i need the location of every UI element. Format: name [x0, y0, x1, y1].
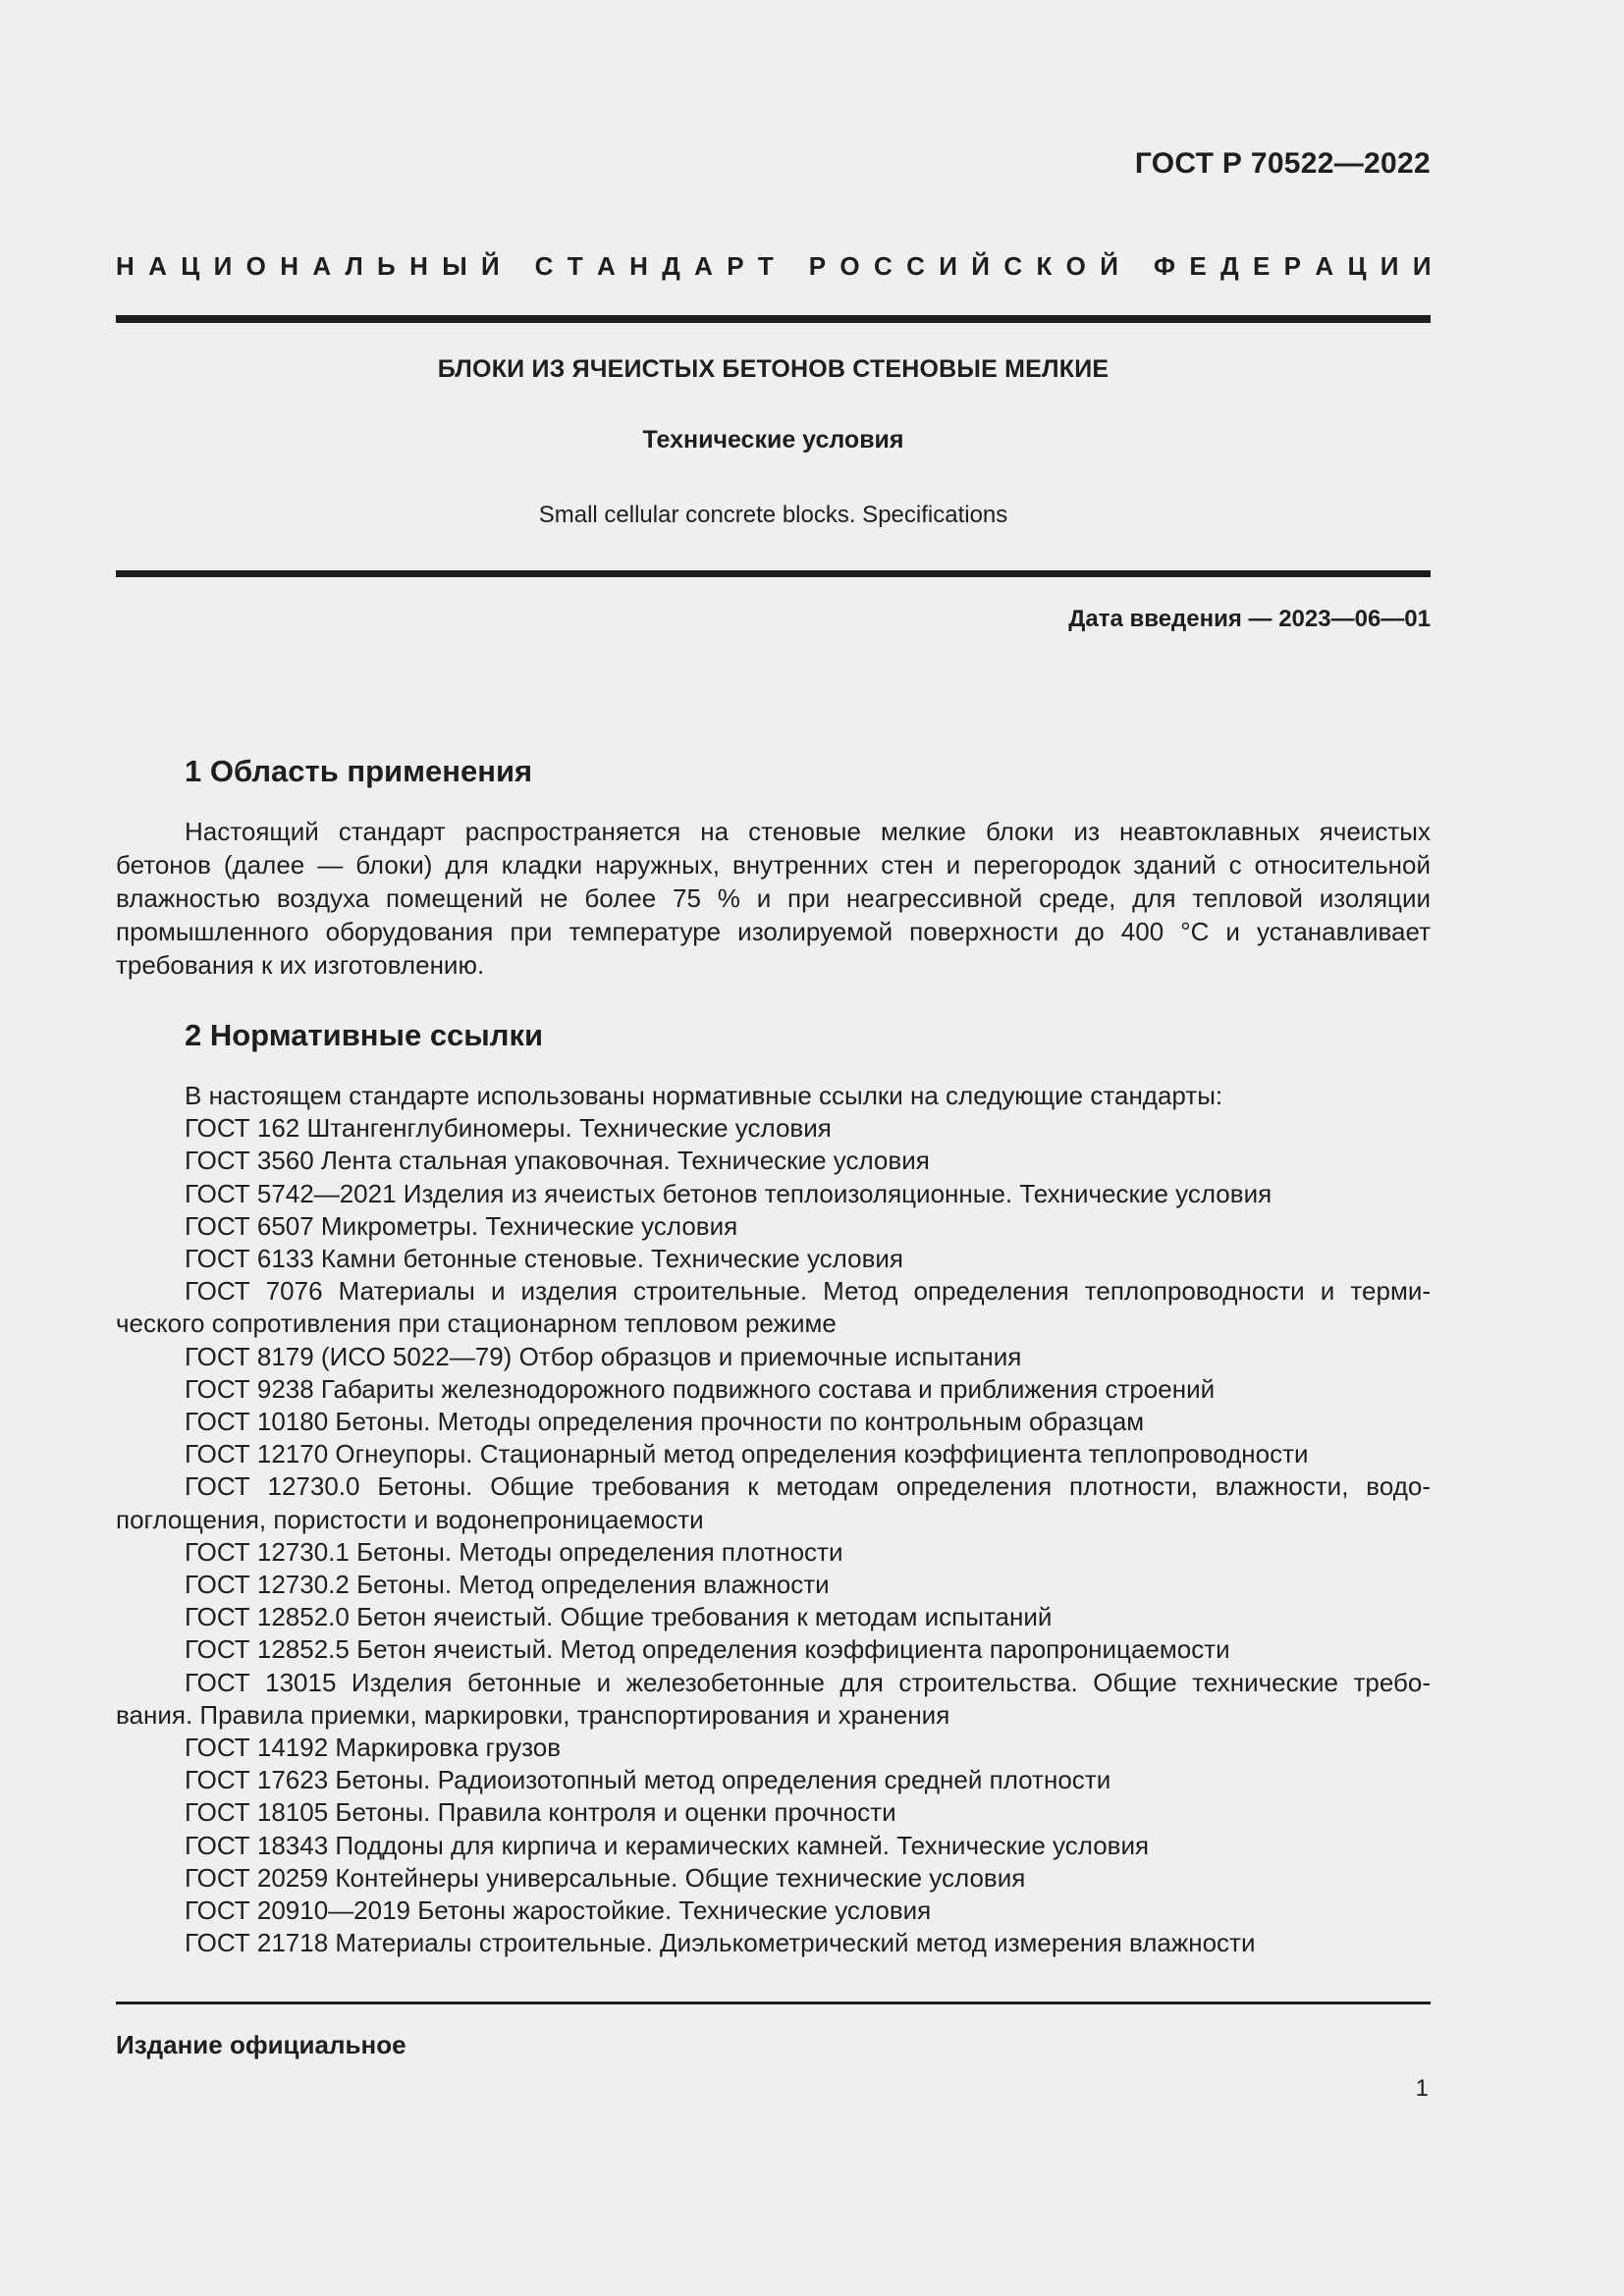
paragraph-line: бетонов (далее — блоки) для кладки наружных, внутренних стен и перегородок зданий с относительной [116, 850, 1431, 880]
reference-line: ГОСТ 6133 Камни бетонные стеновые. Технические условия [185, 1244, 903, 1274]
reference-line: ГОСТ 17623 Бетоны. Радиоизотопный метод определения средней плотности [185, 1765, 1111, 1795]
banner-letter: Н [116, 251, 135, 281]
banner-letter: О [1065, 251, 1086, 281]
banner-letter: С [1003, 251, 1023, 281]
banner-letter: Е [1189, 251, 1207, 281]
banner-letter: Р [727, 251, 744, 281]
banner-letter: С [906, 251, 925, 281]
reference-line: ГОСТ 13015 Изделия бетонные и железобетонные для строительства. Общие технические требо- [185, 1667, 1431, 1697]
top-rule [116, 315, 1431, 323]
banner-letter: Т [757, 251, 774, 281]
title-bottom-rule [116, 570, 1431, 577]
banner-letter: А [148, 251, 167, 281]
reference-line: ГОСТ 12730.2 Бетоны. Метод определения влажности [185, 1570, 830, 1600]
paragraph-line: Настоящий стандарт распространяется на стеновые мелкие блоки из неавтоклавных ячеистых [185, 817, 1431, 846]
official-edition-label: Издание официальное [116, 2030, 406, 2059]
banner-letter: А [694, 251, 713, 281]
reference-line: ГОСТ 18343 Поддоны для кирпича и керамических камней. Технические условия [185, 1830, 1150, 1860]
reference-line: ГОСТ 6507 Микрометры. Технические условия [185, 1210, 738, 1241]
page-number: 1 [1415, 2075, 1429, 2102]
banner-letter: Ц [1347, 251, 1367, 281]
banner-letter: Ц [181, 251, 200, 281]
reference-line: ГОСТ 20910—2019 Бетоны жаростойкие. Технические условия [185, 1896, 932, 1926]
banner-letter: Й [481, 251, 500, 281]
banner-letter: С [534, 251, 554, 281]
banner-letter: Н [629, 251, 648, 281]
banner-letter: Р [808, 251, 827, 281]
reference-line: ГОСТ 14192 Маркировка грузов [185, 1733, 562, 1763]
reference-line: ГОСТ 12852.5 Бетон ячеистый. Метод определения коэффициента паропроницаемости [185, 1634, 1230, 1665]
banner-letter: Т [567, 251, 583, 281]
banner-letter: Н [409, 251, 428, 281]
banner-letter [787, 251, 794, 282]
reference-line: ГОСТ 12730.0 Бетоны. Общие требования к методам определения плотности, влажности, водо- [185, 1471, 1431, 1502]
reference-line: ГОСТ 21718 Материалы строительные. Диэлькометрический метод измерения влажности [185, 1928, 1256, 1958]
banner-letter: И [1412, 251, 1432, 281]
banner-letter [1132, 251, 1139, 282]
introduction-date: Дата введения — 2023—06—01 [1068, 606, 1431, 632]
banner-letter: Й [1100, 251, 1118, 281]
document-english-title: Small cellular concrete blocks. Specifications [538, 502, 1008, 528]
banner-letter: А [596, 251, 616, 281]
reference-line: ГОСТ 8179 (ИСО 5022—79) Отбор образцов и приемочные испытания [185, 1341, 1022, 1371]
reference-line: ГОСТ 18105 Бетоны. Правила контроля и оценки прочности [185, 1797, 896, 1828]
section-2-heading: 2 Нормативные ссылки [185, 1018, 544, 1052]
reference-line: ГОСТ 20259 Контейнеры универсальные. Общие технические условия [185, 1862, 1026, 1893]
banner-letter: И [1380, 251, 1399, 281]
banner-letter: О [839, 251, 860, 281]
banner-letter: Л [345, 251, 363, 281]
reference-line: ГОСТ 9238 Габариты железнодорожного подвижного состава и приближения строений [185, 1373, 1216, 1404]
paragraph-line: требования к их изготовлению. [116, 950, 485, 980]
document-title: БЛОКИ ИЗ ЯЧЕИСТЫХ БЕТОНОВ СТЕНОВЫЕ МЕЛКИЕ [437, 355, 1110, 383]
section-1-heading: 1 Область применения [185, 754, 533, 788]
reference-line: ГОСТ 3560 Лента стальная упаковочная. Технические условия [185, 1146, 930, 1176]
reference-line: вания. Правила приемки, маркировки, транспортирования и хранения [116, 1699, 950, 1730]
banner-letter: К [1036, 251, 1053, 281]
banner-letter: Й [971, 251, 990, 281]
normative-references-list [116, 1080, 1431, 1959]
reference-line: поглощения, пористости и водонепроницаемости [116, 1504, 704, 1534]
banner-letter: О [245, 251, 266, 281]
banner-letter: Ы [442, 251, 467, 281]
banner-letter [514, 251, 520, 282]
banner-letter: И [213, 251, 233, 281]
national-standard-banner [116, 251, 1432, 282]
footer-rule [116, 2002, 1431, 2004]
reference-line: ГОСТ 12852.0 Бетон ячеистый. Общие требования к методам испытаний [185, 1602, 1053, 1632]
banner-letter: Д [1220, 251, 1239, 281]
reference-line: В настоящем стандарте использованы нормативные ссылки на следующие стандарты: [185, 1081, 1223, 1110]
banner-letter: Ф [1153, 251, 1176, 281]
scope-paragraph [116, 815, 1431, 982]
banner-letter: Ь [377, 251, 396, 281]
reference-line: ГОСТ 5742—2021 Изделия из ячеистых бетонов теплоизоляционные. Технические условия [185, 1178, 1272, 1208]
document-subtitle: Технические условия [642, 426, 904, 454]
reference-line: ГОСТ 10180 Бетоны. Методы определения прочности по контрольным образцам [185, 1407, 1145, 1437]
banner-letter: С [874, 251, 893, 281]
paragraph-line: влажностью воздуха помещений не более 75 % и при неагрессивной среде, для тепловой изоляции [116, 883, 1431, 913]
reference-line: ГОСТ 162 Штангенглубиномеры. Технические условия [185, 1113, 832, 1144]
gost-code: ГОСТ Р 70522—2022 [1134, 147, 1431, 180]
banner-letter: И [939, 251, 957, 281]
reference-line: ГОСТ 12730.1 Бетоны. Методы определения плотности [185, 1536, 843, 1567]
banner-letter: А [312, 251, 332, 281]
reference-line: ГОСТ 12170 Огнеупоры. Стационарный метод определения коэффициента теплопроводности [185, 1439, 1309, 1469]
banner-letter: Н [280, 251, 298, 281]
banner-letter: Р [1283, 251, 1301, 281]
paragraph-line: промышленного оборудования при температуре изолируемой поверхности до 400 °С и устанавливает [116, 917, 1431, 946]
reference-line: ческого сопротивления при стационарном тепловом режиме [116, 1308, 837, 1339]
banner-letter: Е [1252, 251, 1271, 281]
banner-letter: Д [662, 251, 680, 281]
banner-letter: А [1315, 251, 1334, 281]
reference-line: ГОСТ 7076 Материалы и изделия строительные. Метод определения теплопроводности и терми- [185, 1276, 1431, 1307]
